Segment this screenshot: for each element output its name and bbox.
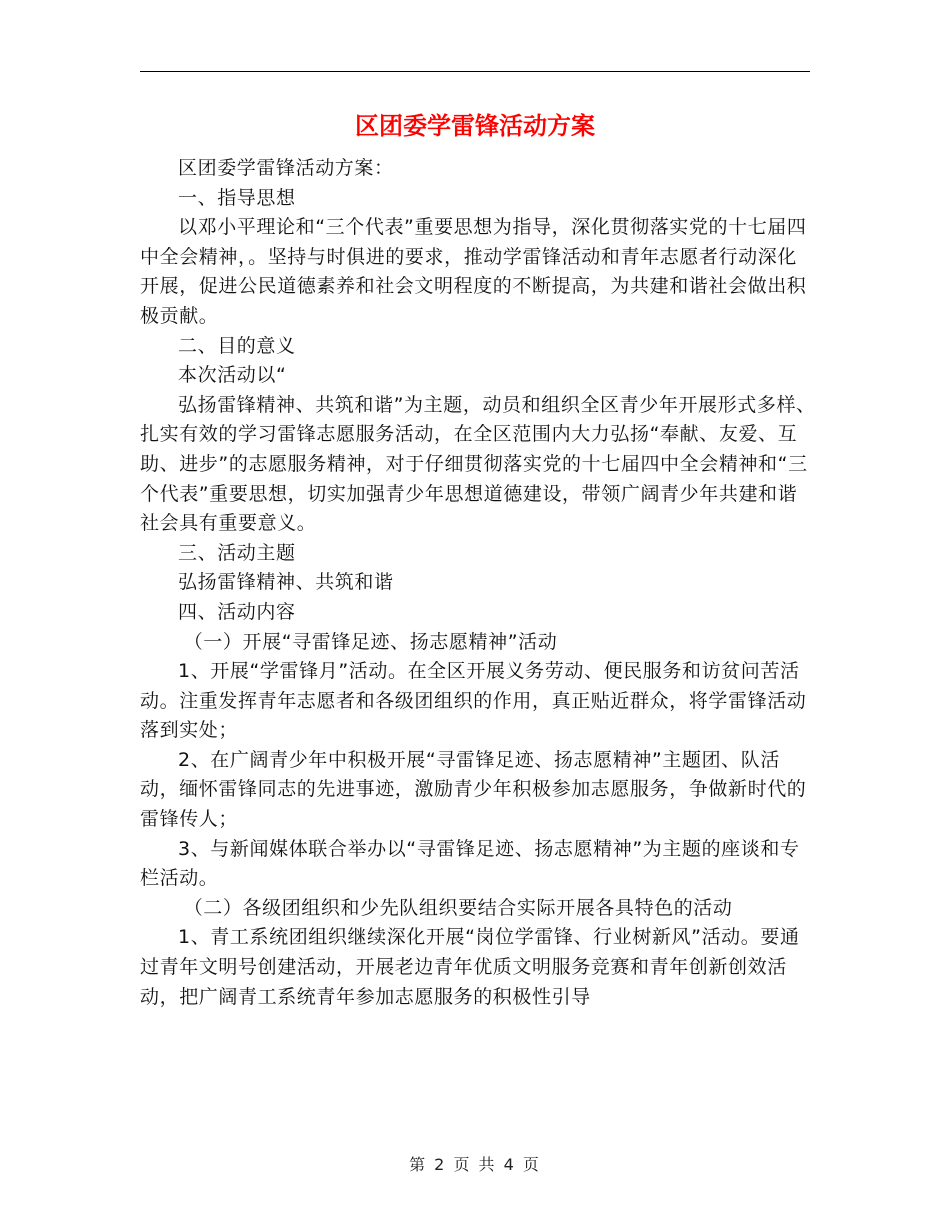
paragraph-item-1: 1、开展“学雷锋月”活动。在全区开展义务劳动、便民服务和访贫问苦活动。注重发挥青年志愿者和各级团组织的作用，真正贴近群众，将学雷锋活动落到实处； — [140, 660, 807, 742]
paragraph-intro: 区团委学雷锋活动方案： — [178, 157, 394, 179]
paragraph-item-3: 3、与新闻媒体联合举办以“寻雷锋足迹、扬志愿精神”为主题的座谈和专栏活动。 — [140, 837, 800, 890]
paragraph-item-youth-workers: 1、青工系统团组织继续深化开展“岗位学雷锋、行业树新风”活动。要通过青年文明号创建活动，开展老边青年优质文明服务竞赛和青年创新创效活动，把广阔青工系统青年参加志愿服务的积极性引导 — [140, 926, 800, 1008]
paragraph-purpose: 弘扬雷锋精神、共筑和谐”为主题，动员和组织全区青少年开展形式多样、扎实有效的学习雷锋志愿服务活动，在全区范围内大力弘扬“奉献、友爱、互助、进步”的志愿服务精神，对于仔细贯彻落实党的十七届四中全会精神和“三个代表”重要思想，切实加强青少年思想道德建设，带领广阔青少年共建和谐社会具有重要意义。 — [140, 393, 816, 535]
page-number: 第 2 页 共 4 页 — [409, 1155, 541, 1174]
heading-theme: 三、活动主题 — [178, 541, 296, 564]
heading-purpose: 二、目的意义 — [178, 334, 296, 357]
subheading-activity-one: （一）开展“寻雷锋足迹、扬志愿精神”活动 — [183, 630, 558, 653]
paragraph-theme: 弘扬雷锋精神、共筑和谐 — [178, 571, 394, 594]
heading-content: 四、活动内容 — [178, 600, 296, 623]
paragraph-purpose-lead: 本次活动以“ — [178, 364, 287, 387]
heading-guiding-ideology: 一、指导思想 — [178, 186, 296, 209]
paragraph-item-2: 2、在广阔青少年中积极开展“寻雷锋足迹、扬志愿精神”主题团、队活动，缅怀雷锋同志的先进事迹，激励青少年积极参加志愿服务，争做新时代的雷锋传人； — [140, 748, 807, 831]
header-rule — [140, 71, 810, 72]
document-body — [140, 154, 816, 1012]
document-title: 区团委学雷锋活动方案 — [355, 112, 595, 140]
paragraph-guiding-ideology: 以邓小平理论和“三个代表”重要思想为指导，深化贯彻落实党的十七届四中全会精神，。坚持与时俱进的要求，推动学雷锋活动和青年志愿者行动深化开展，促进公民道德素养和社会文明程度的不断提高，为共建和谐社会做出积极贡献。 — [140, 216, 807, 327]
subheading-activity-two: （二）各级团组织和少先队组织要结合实际开展各具特色的活动 — [183, 896, 733, 919]
